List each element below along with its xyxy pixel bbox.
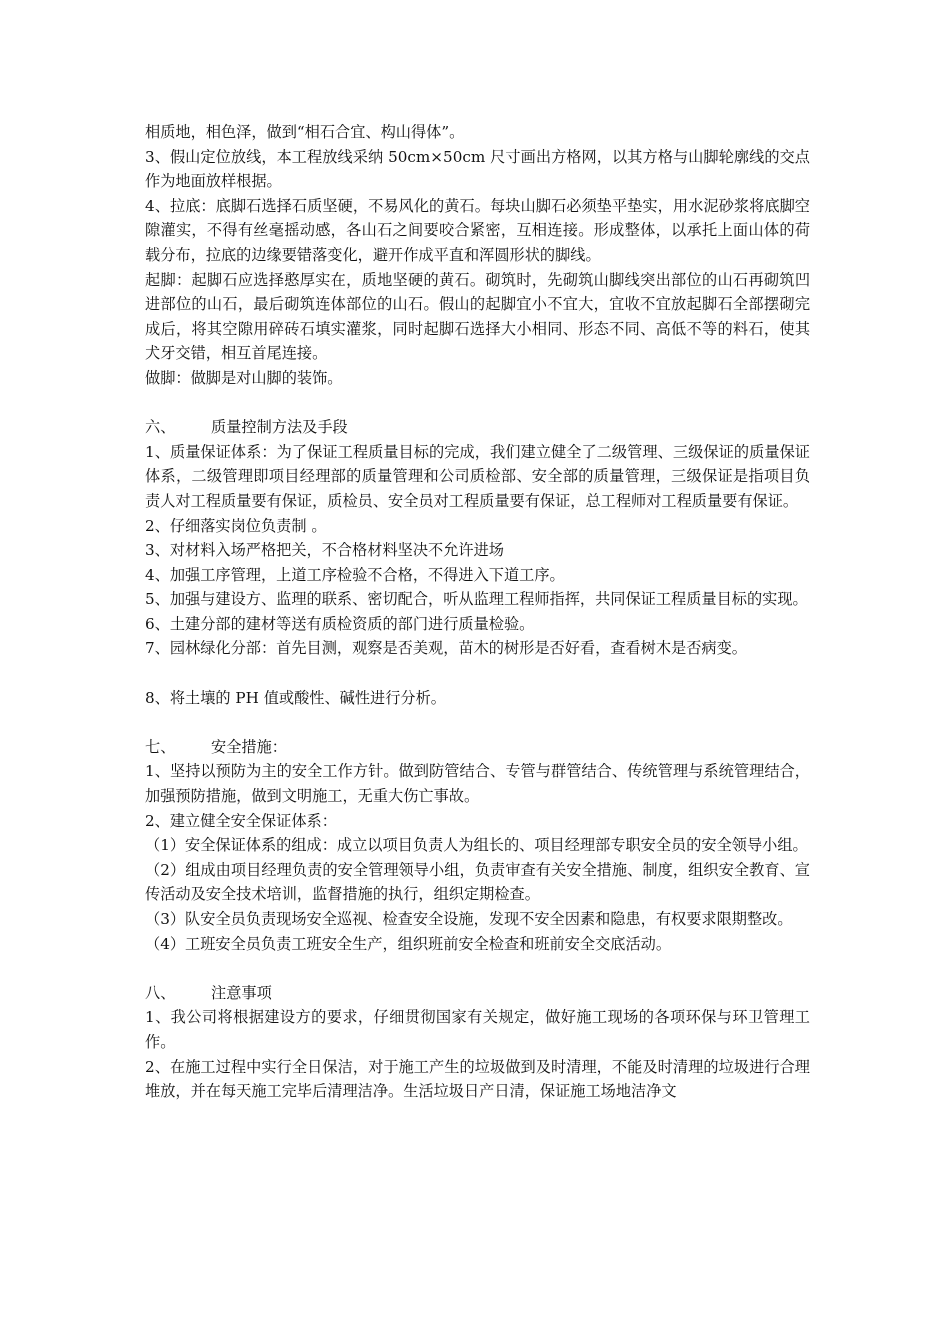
list-item: 1、质量保证体系：为了保证工程质量目标的完成，我们建立健全了二级管理、三级保证的质量保证体系，二级管理即项目经理部的质量管理和公司质检部、安全部的质量管理，三级保证是指项目负责人对工程质量要有保证，质检员、安全员对工程质量要有保证，总工程师对工程质量要有保证。 (145, 442, 810, 510)
list-item: 7、园林绿化分部：首先目测，观察是否美观，苗木的树形是否好看，查看树木是否病变。 (145, 639, 747, 658)
list-item: 1、坚持以预防为主的安全工作方针。做到防管结合、专管与群管结合、传统管理与系统管理结合，加强预防措施，做到文明施工，无重大伤亡事故。 (145, 762, 810, 806)
section-heading-7 (145, 735, 810, 760)
section-heading-8 (145, 981, 810, 1006)
list-item: 2、在施工过程中实行全日保洁，对于施工产生的垃圾做到及时清理，不能及时清理的垃圾进行合理堆放，并在每天施工完毕后清理洁净。生活垃圾日产日清，保证施工场地洁净文 (145, 1057, 810, 1101)
list-item: 2、仔细落实岗位负责制 。 (145, 516, 327, 535)
section-title: 注意事项 (211, 983, 272, 1002)
section-number: 七、 (145, 737, 176, 756)
list-item: 1、我公司将根据建设方的要求，仔细贯彻国家有关规定，做好施工现场的各项环保与环卫管理工作。 (145, 1008, 810, 1051)
list-item: 2、建立健全安全保证体系： (145, 811, 337, 830)
list-item: 3、对材料入场严格把关，不合格材料坚决不允许进场 (145, 541, 504, 560)
paragraph: 3、假山定位放线，本工程放线采纳 50cm×50cm 尺寸画出方格网，以其方格与山脚轮廓线的交点作为地面放样根据。 (145, 147, 810, 191)
paragraph: 做脚：做脚是对山脚的装饰。 (145, 368, 343, 387)
section-number: 六、 (145, 418, 176, 437)
paragraph: 相质地，相色泽，做到“相石合宜、构山得体”。 (145, 123, 465, 141)
list-item: （1）安全保证体系的组成：成立以项目负责人为组长的、项目经理部专职安全员的安全领导小组。 (145, 836, 808, 855)
blank-line (145, 956, 810, 981)
list-item: （4）工班安全员负责工班安全生产，组织班前安全检查和班前安全交底活动。 (145, 934, 672, 953)
list-item: 4、加强工序管理，上道工序检验不合格，不得进入下道工序。 (145, 565, 565, 584)
blank-line (145, 661, 810, 686)
section-number: 八、 (145, 983, 176, 1002)
section-title: 安全措施： (211, 737, 287, 756)
paragraph: 4、拉底：底脚石选择石质坚硬，不易风化的黄石。每块山脚石必须垫平垫实，用水泥砂浆将底脚空隙灌实，不得有丝毫摇动感，各山石之间要咬合紧密，互相连接。形成整体，以承托上面山体的荷载分布，拉底的边缘要错落变化，避开作成平直和浑圆形状的脚线。 (145, 196, 810, 264)
section-heading-6 (145, 415, 810, 440)
blank-line (145, 710, 810, 735)
paragraph: 起脚：起脚石应选择憨厚实在，质地坚硬的黄石。砌筑时，先砌筑山脚线突出部位的山石再砌筑凹进部位的山石，最后砌筑连体部位的山石。假山的起脚宜小不宜大，宜收不宜放起脚石全部摆砌完成后，将其空隙用碎砖石填实灌浆，同时起脚石选择大小相同、形态不同、高低不等的料石，使其犬牙交错，相互首尾连接。 (145, 270, 810, 363)
list-item: （3）队安全员负责现场安全巡视、检查安全设施，发现不安全因素和隐患，有权要求限期整改。 (145, 910, 793, 928)
document-page (145, 120, 810, 1104)
list-item: （2）组成由项目经理负责的安全管理领导小组，负责审查有关安全措施、制度，组织安全教育、宣传活动及安全技术培训，监督措施的执行，组织定期检查。 (145, 860, 810, 904)
section-title: 质量控制方法及手段 (211, 418, 348, 437)
list-item: 5、加强与建设方、监理的联系、密切配合，听从监理工程师指挥，共同保证工程质量目标的实现。 (145, 590, 808, 609)
list-item: 8、将土壤的 PH 值或酸性、碱性进行分析。 (145, 688, 446, 707)
list-item: 6、土建分部的建材等送有质检资质的部门进行质量检验。 (145, 614, 535, 633)
blank-line (145, 391, 810, 416)
